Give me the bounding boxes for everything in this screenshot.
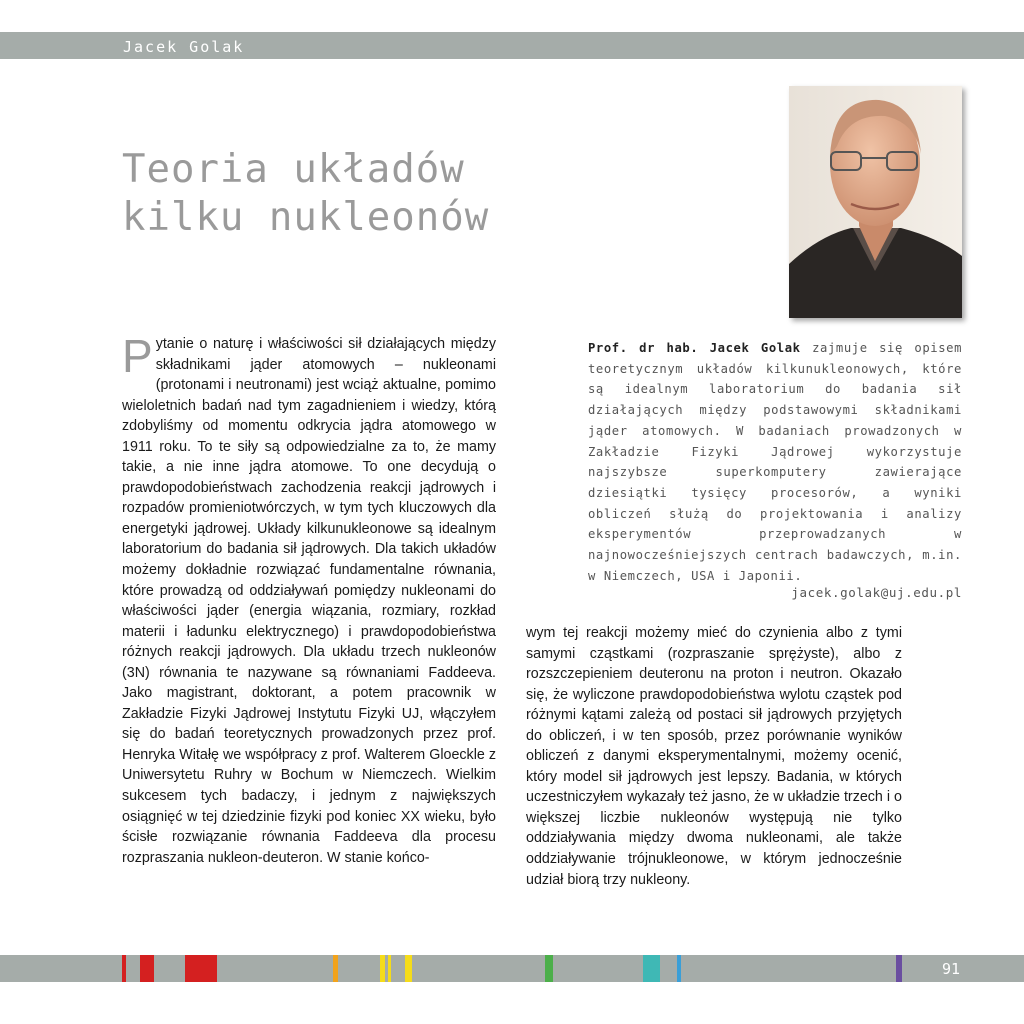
stripe-yellow-1 (380, 955, 385, 982)
stripe-red-2 (140, 955, 154, 982)
portrait-image (789, 86, 962, 318)
article-title (122, 146, 489, 242)
stripe-purple (896, 955, 902, 982)
page-number: 91 (942, 960, 961, 978)
column-1-text: ytanie o naturę i właściwości sił działających między składnikami jąder atomowych – nukleonami (protonami i neutronami) jest wciąż aktualne, pomimo wieloletnich badań nad tym zagadnieniem i wiedzy, którą zdobyliśmy od momentu odkrycia jądra atomowego w 1911 roku. To te siły są odpowiedzialne za to, że mamy takie, a nie inne jądra atomowe. To one decydują o prawdopodobieństwach zachodzenia reakcji jądrowych i rozpadów promieniotwórczych, w tym tych kluczowych dla energetyki jądrowej. Układy kilkunukleonowe są idealnym laboratorium do badania sił jądrowych. Dla takich układów możemy dokładnie rozwiązać fundamentalne równania, które prowadzą od oddziaływań pomiędzy nukleonami do właściwości jąder (energia wiązania, rozmiary, rozkład materii i ładunku elektrycznego) i prawdopodobieństwa różnych reakcji jądrowych. Dla układu trzech nukleonów (3N) równania te nazywane są równaniami Faddeeva. Jako magistrant, doktorant, a potem pracownik w Zakładzie Fizyki Jądrowej Instytutu Fizyki UJ, włączyłem się do badań teoretycznych prowadzonych przez prof. Henryka Witałę we współpracy z prof. Walterem Gloeckle z Uniwersytetu Ruhry w Bochum w Niemczech. Wielkim sukcesem tych badaczy, i jednym z największych osiągnięć w tej dziedzinie fizyki pod koniec XX wieku, było ścisłe rozwiązanie równania Faddeeva dla procesu rozpraszania nukleon-deuteron. W stanie końco- (122, 336, 496, 866)
title-line-1: Teoria układów (122, 147, 465, 192)
author-email: jacek.golak@uj.edu.pl (791, 585, 962, 600)
stripe-yellow-3 (405, 955, 412, 982)
stripe-blue (677, 955, 681, 982)
author-portrait (789, 86, 962, 318)
stripe-orange (333, 955, 338, 982)
stripe-yellow-2 (388, 955, 391, 982)
stripe-red-3 (185, 955, 217, 982)
stripe-teal (643, 955, 660, 982)
article-column-2: wym tej reakcji możemy mieć do czynienia albo z tymi samymi cząstkami (rozpraszanie sprężyste), albo z rozszczepieniem deuteronu na proton i neutron. Okazało się, że wyliczone prawdopodobieństwa wylotu cząstek pod różnymi kątami zależą od postaci sił jądrowych przyjętych do obliczeń, i w ten sposób, przez porównanie wyników obliczeń z danymi eksperymentalnymi, możemy ocenić, który model sił jądrowych jest lepszy. Badania, w których uczestniczyłem wykazały też jasno, że w układzie trzech i o większej liczbie nukleonów występują nie tylko oddziaływania między dwoma nukleonami, ale także oddziaływanie trójnukleonowe, w którym jednocześnie udział biorą trzy nukleony. (526, 625, 902, 888)
drop-cap: P (122, 330, 153, 382)
stripe-red-1 (122, 955, 126, 982)
bio-name: Prof. dr hab. Jacek Golak (588, 341, 801, 355)
bio-text: zajmuje się opisem teoretycznym układów kilkunukleonowych, które są idealnym laboratorium do badania sił działających między podstawowymi składnikami jąder atomowych. W badaniach prowadzonych w Zakładzie Fizyki Jądrowej wykorzystuje najszybsze superkomputery zawierające dziesiątki tysięcy procesorów, a wyniki obliczeń służą do projektowania i analizy eksperymentów przeprowadzanych w najnowocześniejszych centrach badawczych, m.in. w Niemczech, USA i Japonii. (588, 341, 963, 583)
article-column-1 (122, 330, 496, 868)
author-name: Jacek Golak (123, 38, 245, 56)
title-line-2: kilku nukleonów (122, 195, 490, 240)
author-bio (588, 338, 962, 586)
header-bar (0, 32, 1024, 59)
stripe-green (545, 955, 553, 982)
